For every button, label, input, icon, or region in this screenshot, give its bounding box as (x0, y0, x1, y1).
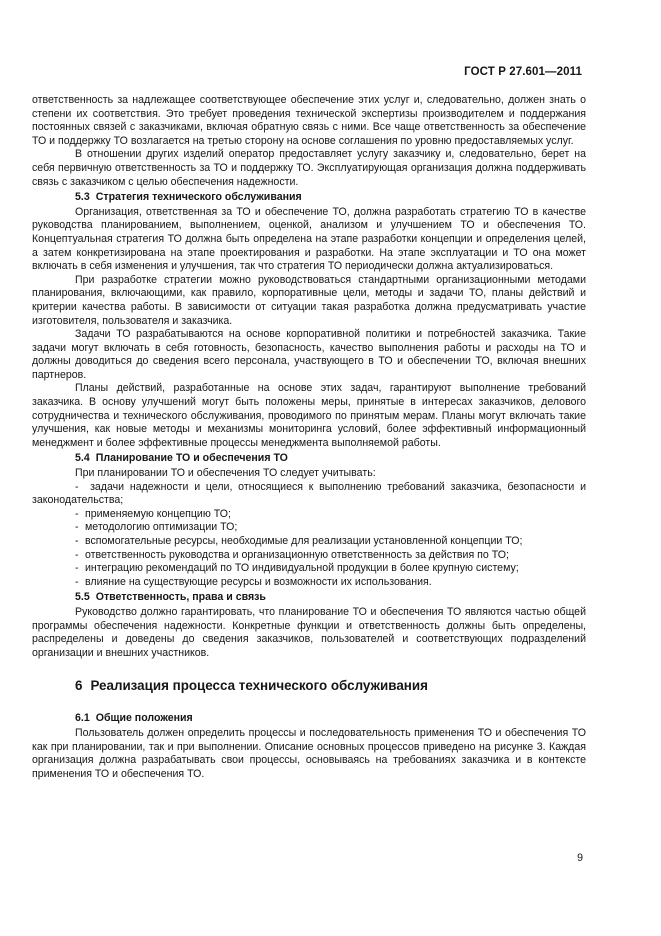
list-item (32, 508, 586, 522)
paragraph: ответственность за надлежащее соответствующее обеспечение этих услуг и, следовательно, должен знать о степени их соответствия. Это требует проведения технической экспертизы производителем и поддержания постоянных связей с заказчиками, включая обратную связь с ними. Все чаще ответственность за обеспечение ТО и поддержку ТО возлагается на третью сторону на основе соглашения по уровню предоставляемых услуг. (32, 94, 586, 147)
list-item-text: ответственность руководства и организационную ответственность за действия по ТО; (85, 548, 509, 561)
paragraph: Задачи ТО разрабатываются на основе корпоративной политики и потребностей заказчика. Такие задачи могут включать в себя готовность, безопасность, качество выполнения работы и расходы на ТО и должны доводиться до сведения всего персонала, участвующего в ТО и обеспечении ТО, включая внешних партнеров. (32, 328, 586, 381)
list-item-text: вспомогательные ресурсы, необходимые для реализации установленной концепции ТО; (85, 535, 523, 547)
subsection-number: 5.3 (75, 191, 90, 204)
subsection-heading-5-4 (75, 452, 586, 466)
subsection-title: Общие положения (95, 712, 193, 725)
list-dash: - (75, 507, 79, 520)
list-item (32, 549, 586, 563)
subsection-title: Ответственность, права и связь (95, 591, 266, 604)
list-dash: - (75, 480, 79, 493)
list-item (32, 521, 586, 535)
list-item-text: применяемую концепцию ТО; (85, 507, 231, 520)
page-number: 9 (577, 852, 583, 864)
subsection-number: 5.5 (75, 591, 90, 604)
list-dash: - (75, 548, 79, 561)
list-item-text: влияние на существующие ресурсы и возможности их использования. (85, 575, 432, 588)
subsection-title: Планирование ТО и обеспечения ТО (95, 452, 288, 465)
paragraph: Руководство должно гарантировать, что планирование ТО и обеспечения ТО являются частью общей программы обеспечения надежности. Конкретные функции и ответственность должны быть определены, распределены и доведены до сведения заказчиков, пользователей и соответствующих подразделений организации и внешних участников. (32, 605, 586, 659)
section-number: 6 (75, 678, 83, 694)
paragraph: Организация, ответственная за ТО и обеспечение ТО, должна разработать стратегию ТО в качестве руководства планированием, выполнением, оценкой, анализом и улучшением ТО и обеспечения ТО. Концептуальная стратегия ТО должна быть определена на этапе разработки концепции и определения целей, а затем конкретизирована на этапе проектирования и разработки. На этапе эксплуатации и ТО она может включать в себя изменения и улучшения, так что стратегия ТО периодически должна актуализироваться. (32, 205, 586, 273)
list-dash: - (75, 562, 79, 575)
subsection-heading-6-1 (75, 712, 586, 726)
list-item-text: задачи надежности и цели, относящиеся к выполнению требований заказчика, безопасности и законодательства; (32, 480, 586, 507)
list-dash: - (75, 521, 79, 534)
list-dash: - (75, 575, 79, 588)
standard-header: ГОСТ Р 27.601—2011 (464, 66, 582, 78)
list-item (32, 562, 586, 576)
section-heading-6 (75, 678, 586, 694)
paragraph: При разработке стратегии можно руководствоваться стандартными организационными методами планирования, включающими, как правило, корпоративные цели, методы и задачи ТО, планы действий и критерии качества работы. В зависимости от ситуации такая разработка должна предусматривать участие изготовителя, пользователя и заказчика. (32, 273, 586, 327)
subsection-number: 5.4 (75, 452, 90, 465)
paragraph: Планы действий, разработанные на основе этих задач, гарантируют выполнение требований заказчика. В основу улучшений могут быть положены меры, принятые в интересах заказчиков, делового сотрудничества и технического обслуживания, проводимого по принятым мерам. Планы могут включать такие улучшения, как новые методы и механизмы мониторинга условий, более эффективный информационный менеджмент и более эффективные процессы менеджмента выполняемой работы. (32, 382, 586, 449)
page-body (32, 94, 586, 781)
paragraph: В отношении других изделий оператор предоставляет услугу заказчику и, следовательно, берет на себя первичную ответственность за ТО и поддержку ТО. Эксплуатирующая организация должна поддерживать связь с заказчиком с целью обеспечения надежности. (32, 148, 586, 188)
list-item (32, 481, 586, 508)
paragraph: При планировании ТО и обеспечения ТО следует учитывать: (75, 467, 376, 480)
list-item-text: интеграцию рекомендаций по ТО индивидуальной продукции в более крупную систему; (85, 562, 519, 575)
section-title: Реализация процесса технического обслуживания (90, 678, 428, 694)
subsection-number: 6.1 (75, 712, 90, 725)
list-item (32, 535, 586, 549)
subsection-title: Стратегия технического обслуживания (95, 191, 302, 204)
list-item (32, 576, 586, 590)
list-item-text: методологию оптимизации ТО; (85, 521, 238, 534)
subsection-heading-5-5 (75, 591, 586, 605)
list-dash: - (75, 535, 79, 547)
subsection-heading-5-3 (75, 191, 586, 205)
paragraph: Пользователь должен определить процессы и последовательность применения ТО и обеспечения ТО как при планировании, так и при выполнении. Описание основных процессов приведено на рисунке 3. Каждая организация должна разрабатывать свои процессы, основываясь на требованиях заказчика и в контексте применения ТО и обеспечения ТО. (32, 726, 586, 780)
